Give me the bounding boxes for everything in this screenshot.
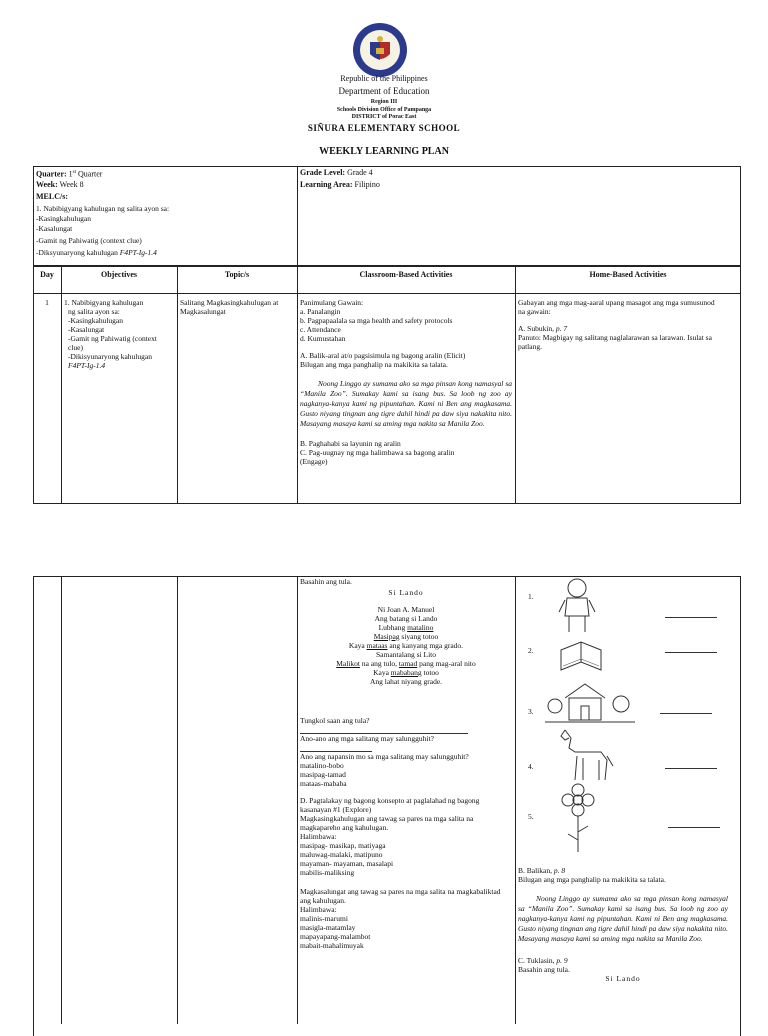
book-drawing — [557, 636, 605, 676]
answer-line-4[interactable] — [665, 768, 717, 769]
week-line: Week: Week 8 — [36, 180, 84, 189]
melc-line-3: -Gamit ng Pahiwatig (context clue) — [36, 236, 142, 245]
flower-drawing — [558, 782, 598, 854]
answer-line-2[interactable] — [665, 652, 717, 653]
header-topics: Topic/s — [224, 270, 250, 279]
header-home: Home-Based Activities — [589, 270, 667, 279]
topic-cell: Salitang Magkasingkahulugan at Magkasalungat — [180, 298, 279, 316]
melc-line-2: -Kasalungat — [36, 224, 73, 233]
horse-drawing — [555, 726, 615, 782]
melc-line-1: -Kasingkahulugan — [36, 214, 91, 223]
item-4-number: 4. — [528, 762, 534, 771]
header-objectives: Objectives — [101, 270, 137, 279]
item-5-number: 5. — [528, 812, 534, 821]
grade-line: Grade Level: Grade 4 — [300, 168, 373, 177]
item-3-number: 3. — [528, 707, 534, 716]
header-classroom: Classroom-Based Activities — [359, 270, 453, 279]
melc-line-4: -Diksyunaryong kahulugan F4PT-Ig-1.4 — [36, 248, 157, 257]
home-b-section: B. Balikan, p. 8 Bilugan ang mga panghalip na makikita sa talata. Noong Linggo ay sumama ako sa mga pinsan kong namasyal sa “Manila Zoo”. Sumakay kami sa isang bus. Sa loob ng zoo ay nagkanya-kanya kami ng pipuntahan. Kami ni Ben ang magkasama. Gusto niyang tingnan ang tigre dahil hindi pa daw siya nakakita nito. Masayang masaya kami sa aming mga nakita sa Manila Zoo. C. Tuklasin, p. 9 Basahin ang tula. Si Lando — [518, 866, 728, 983]
item-2-number: 2. — [528, 646, 534, 655]
boy-drawing — [555, 576, 599, 634]
district-text: DISTRICT of Porac East — [351, 114, 417, 120]
day-value: 1 — [45, 298, 49, 307]
answer-line-3[interactable] — [660, 713, 712, 714]
questions-section: Tungkol saan ang tula? Ano-ano ang mga salitang may salungguhit? Ano ang napansin mo sa mga salitang may salungguhit? matalino-bobo masipag-tamad mataas-mababa D. Pagtalakay ng bagong konsepto at paglalahad ng bagong kasanayan #1 (Explore) Magkasingkahulugan ang tawag sa pares na mga salita na magkapareho ang kahulugan. Halimbawa: masipag- masikap, matiyaga maluwag-malaki, matipuno mayaman- mayaman, masalapi mabilis-maliksing Magkasalungat ang tawag sa pares na mga salita na magkabaliktad ang kahulugan. Halimbawa: malinis-marumi masigla-matamlay mapayapang-malambot mabait-mahalimuyak — [300, 716, 501, 950]
classroom-cell: Panimulang Gawain: a. Panalangin b. Pagpapaalala sa mga health and safety protocols c. Attendance d. Kumustahan A. Balik-aral at/o pagsisimula ng bagong aralin (Elicit) Bilugan ang mga panghalip na makikita sa talata. Noong Linggo ay sumama ako sa mga pinsan kong namasyal sa “Manila Zoo”. Sumakay kami sa isang bus. Sa loob ng zoo ay nagkanya-kanya kami ng pipuntahan. Kami ni Ben ang magkasama. Gusto niyang tingnan ang tigre dahil hindi pa daw siya nakakita nito. Masayang masaya kami sa aming mga nakita sa Manila Zoo. B. Paghahabi sa layunin ng aralin C. Pag-uugnay ng mga halimbawa sa bagong aralin (Engage) — [300, 298, 512, 466]
melc-line-0: 1. Nabibigyang kahulugan ng salita ayon sa: — [36, 204, 170, 213]
deped-seal — [352, 22, 408, 78]
department-text: Department of Education — [338, 86, 430, 96]
division-text: Schools Division Office of Pampanga — [336, 107, 432, 113]
plan-title: WEEKLY LEARNING PLAN — [319, 146, 449, 157]
republic-text: Republic of the Philippines — [340, 74, 428, 83]
region-text: Region III — [370, 99, 398, 105]
story-paragraph: Noong Linggo ay sumama ako sa mga pinsan kong namasyal sa “Manila Zoo”. Sumakay kami sa isang bus. Sa loob ng zoo ay nagkanya-kanya kami ng pipuntahan. Kami ni Ben ang magkasama. Gusto niyang tingnan ang tigre dahil hindi pa daw siya nakakita nito. Masayang masaya kami sa aming mga nakita sa Manila Zoo. — [300, 379, 512, 428]
home-cell: Gabayan ang mga mag-aaral upang masagot ang mga sumusunod na gawain: A. Subukin, p. 7 Panuto: Magbigay ng salitang naglalarawan sa larawan. Isulat sa patlang. — [518, 298, 715, 351]
quarter-line: Quarter: 1st Quarter — [36, 169, 103, 179]
house-drawing — [545, 676, 635, 726]
objectives-cell: 1. Nabibigyang kahulugan ng salita ayon sa: -Kasingkahulugan -Kasalungat -Gamit ng Pahiwatig (context clue) -Dikisyunaryong kahulugan F4PT-Ig-1.4 — [64, 298, 157, 370]
header-day: Day — [40, 270, 54, 279]
answer-line-1[interactable] — [665, 617, 717, 618]
melcs-label: MELC/s: — [36, 192, 68, 201]
area-line: Learning Area: Filipino — [300, 180, 380, 189]
answer-line-5[interactable] — [668, 827, 720, 828]
item-1-number: 1. — [528, 592, 534, 601]
school-name: SIÑURA ELEMENTARY SCHOOL — [307, 123, 461, 133]
poem-section: Basahin ang tula. Si Lando Ni Joan A. Manuel Ang batang si Lando Lubhang matalino Masipag siyang totoo Kaya mataas ang kanyang mga grado. Samantalang si Lito Malikot na ang tulo, tamad pang mag-aral nito Kaya mababang totoo Ang lahat niyang grade. — [300, 577, 476, 686]
story-paragraph-2: Noong Linggo ay sumama ako sa mga pinsan kong namasyal sa “Manila Zoo”. Sumakay kami sa isang bus. Sa loob ng zoo ay nagkanya-kanya kami ng pipuntahan. Kami ni Ben ang magkasama. Gusto niyang tingnan ang tigre dahil hindi pa daw siya nakakita nito. Masayang masaya kami sa aming mga nakita sa Manila Zoo. — [518, 894, 728, 943]
